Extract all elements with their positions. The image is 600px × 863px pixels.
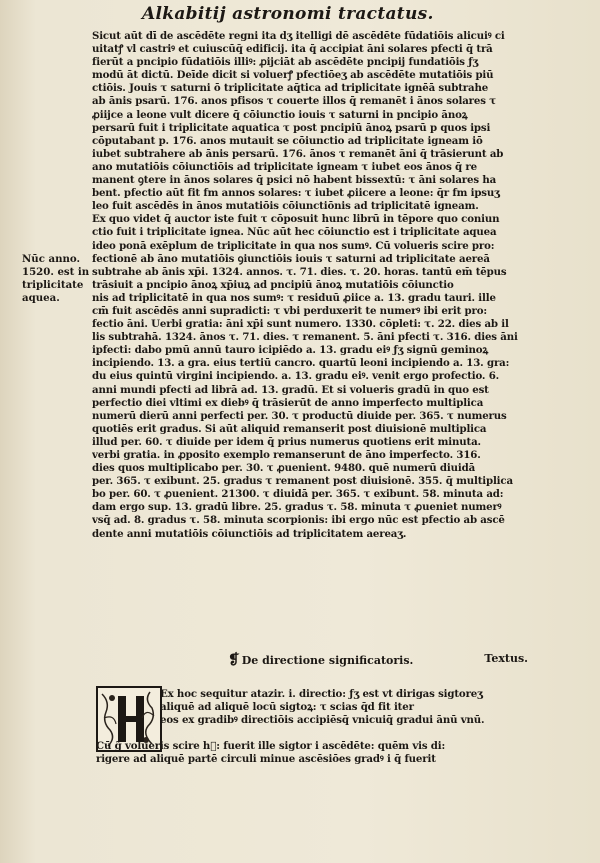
text-line: subtrahe ab ānis xp̄i. 1324. annos. τ. 71. dies. τ. 20. horas. tantū em̄ tēpus [92, 265, 507, 278]
text-line: ctiōis. Jouis τ saturni ō triplicitate aq̄tica ad triplicitate ignēā subtrahe [92, 82, 489, 95]
text-line: bent. pfectio aūt fit fm annos solares: τ iubet ꝓiicere a leone: q̄r fm ipsuʒ [92, 187, 500, 200]
text-line: vsq̄ ad. 8. gradus τ. 58. minuta scorpionis: ibi ergo nūc est pfectio ab ascē [92, 514, 505, 527]
text-line: fectionē ab āno mutatiōis ꝯiunctiōis iouis τ saturni ad triplicitate aereā [92, 252, 490, 265]
text-line: dam ergo sup. 13. gradū libre. 25. gradus τ. 58. minuta τ ꝓueniet numerꝰ [92, 501, 502, 514]
text-line: quotiēs erit gradus. Si aūt aliquid remanserit post diuisionē multiplica [92, 422, 487, 435]
margin-note-line: aquea. [22, 292, 60, 305]
text-line: trāsiuit a pncipio ānoꝝ xp̄iuꝝ ad pncipiū ānoꝝ mutatiōis cōiunctio [92, 278, 454, 291]
text-line: dente anni mutatiōis cōiunctiōis ad triplicitatem aereaʒ. [92, 527, 407, 540]
text-line: perfectio diei vltimi ex diebꝰ q̄ trāsierūt de anno imperfecto multiplica [92, 396, 484, 409]
text-line: aliquē ad aliquē locū sigtoꝝ: τ scias q̄d fit iter [160, 701, 414, 714]
section-heading [228, 652, 568, 668]
text-line: modū āt dictū. Deīde dicit si voluerꝭ pfectiōeʒ ab ascēdēte mutatiōis piū [92, 69, 494, 82]
text-line: persarū fuit i triplicitate aquatica τ post pncipiū ānoꝝ psarū p quos ipsi [92, 121, 491, 134]
text-line: manent ꝯtere in ānos solares q̄ psici nō habent bissextū: τ āni solares ha [92, 174, 497, 187]
text-line: verbi gratia. in ꝓposito exemplo remanserunt de āno imperfecto. 316. [92, 449, 481, 461]
text-line: fectio āni. Uerbi gratia: āni xp̄i sunt numero. 1330. cōpleti: τ. 22. dies ab il [92, 318, 509, 331]
text-line: Ex quo videt q̄ auctor iste fuit τ cōposuit hunc librū in tēpore quo coniun [92, 213, 500, 226]
text-line: numerū dierū anni perfecti per. 30. τ productū diuide per. 365. τ numerus [92, 409, 507, 422]
text-line: ab ānis psarū. 176. anos pfisos τ couerte illos q̄ remanēt i ānos solares τ [92, 95, 496, 108]
text-line: cōputabant p. 176. anos mutauit se cōiunctio ad triplicitate igneam iō [92, 134, 483, 147]
text-line: iubet subtrahere ab ānis persarū. 176. ānos τ remanēt āni q̄ trāsierunt ab [92, 147, 504, 160]
text-line: fierūt a pncipio fūdatiōis illiꝰ: ꝓijciāt ab ascēdēte pncipij fundatiōis ƒʒ [92, 56, 479, 69]
text-line: nis ad triplicitatē in qua nos sumꝰ: τ residuū ꝓiice a. 13. gradu tauri. ille [92, 291, 496, 304]
text-line: ano mutatiōis cōiunctiōis ad triplicitate igneam τ iubet eos ānos q̄ re [92, 160, 477, 173]
running-head: Alkabitij astronomi tractatus. [142, 4, 434, 24]
pilcrow-icon: ❡ [228, 652, 240, 668]
text-line: rigere ad aliquē partē circuli minue ascēsiōes gradꝰ i q̄ fuerit [96, 753, 436, 766]
section-label: Textus. [484, 652, 528, 665]
section-title-text: De directione significatoris. [241, 654, 414, 667]
text-line: du eius quintū virgini incipiendo. a. 13. gradu eiꝰ. venit ergo profectio. 6. [92, 370, 500, 383]
text-line: dies quos multiplicabo per. 30. τ ꝓuenient. 9480. quē numerū diuidā [92, 462, 476, 475]
margin-note [22, 253, 92, 305]
text-line: Sicut aūt dī de ascēdēte regni ita dʒ itelligi dē ascēdēte fūdatiōis alicuiꝰ ci [92, 30, 505, 42]
text-line: ꝓiijce a leone vult dicere q̄ cōiunctio iouis τ saturni in pncipio ānoꝝ [92, 108, 468, 121]
text-line: ctio fuit i triplicitate ignea. Nūc aūt hec cōiunctio est i triplicitate aquea [92, 226, 497, 239]
text-line: cm̄ fuit ascēdēs anni supradicti: τ vbi perduxerit te numerꝰ ibi erit pro: [92, 304, 487, 317]
text-line: anni mundi pfecti ad librā ad. 13. gradū. Et si volueris gradū in quo est [92, 383, 489, 396]
text-line: lis subtrahā. 1324. ānos τ. 71. dies. τ remanent. 5. āni pfecti τ. 316. dies āni [92, 331, 518, 344]
text-line: Cū g̃ volueris scire hᷓ: fuerit ille sigtor i ascēdēte: quēm vis di: [96, 740, 446, 752]
text-line: ideo ponā exēplum de triplicitate in qua nos sumꝰ. Cū volueris scire pro: [92, 239, 495, 252]
text-line: incipiendo. 13. a gra. eius tertiū cancro. quartū leoni incipiendo a. 13. gra: [92, 357, 510, 370]
text-line: uitatꝭ vl̄ castriꝰ et cuiuscūq̄ edificij. ita q̄ accipiat āni solares pfecti q̄ trā [92, 43, 493, 56]
text-line: illud per. 60. τ diuide per idem q̄ prius numerus quotiens erit minuta. [92, 435, 481, 448]
margin-note-line: triplicitate [22, 279, 84, 292]
final-paragraph-start [160, 688, 560, 727]
text-line: eos ex gradibꝰ directiōis accipiēsq̄ vnicuiq̄ gradui ānū vnū. [160, 714, 485, 727]
margin-note-line: Nūc anno. [22, 253, 81, 265]
margin-note-line: 1520. est in [22, 266, 90, 279]
final-paragraph-continuation [96, 740, 566, 766]
text-line: Ex hoc sequitur atazir. i. directio: ƒʒ est vt dirigas sigtoreʒ [160, 688, 483, 700]
text-line: leo fuit ascēdēs in ānos mutatiōis cōiunctiōnis ad triplicitatē igneam. [92, 200, 479, 213]
section-title [228, 652, 413, 668]
text-line: ipfecti: dabo pmū annū tauro icipiēdo a. 13. gradu eiꝰ ƒʒ signū geminoꝝ [92, 344, 489, 357]
text-line: per. 365. τ exibunt. 25. gradus τ remanent post diuisionē. 355. q̄ multiplica [92, 475, 513, 488]
text-line: bo per. 60. τ ꝓuenient. 21300. τ diuidā per. 365. τ exibunt. 58. minuta ad: [92, 488, 504, 501]
main-text-block [92, 30, 562, 541]
